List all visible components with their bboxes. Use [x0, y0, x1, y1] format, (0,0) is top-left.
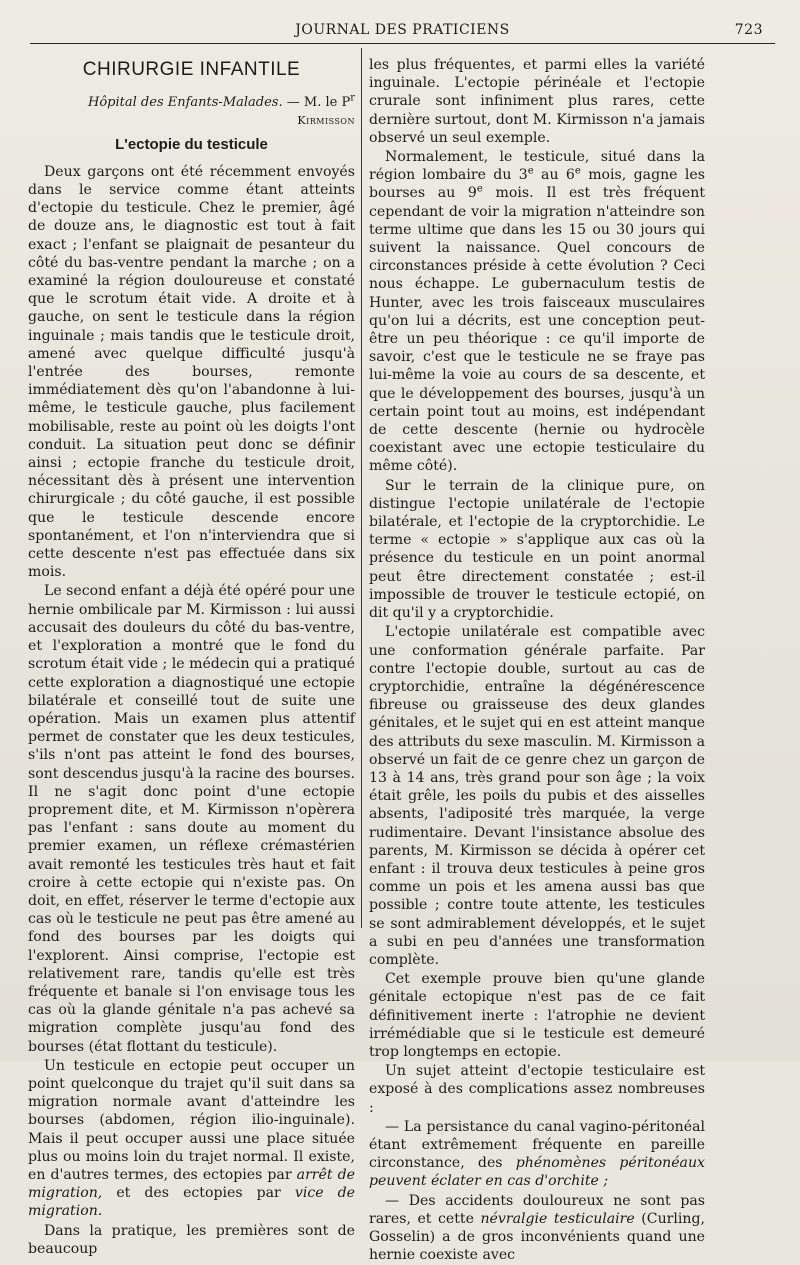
italic-term: arrêt de migration, [28, 1166, 355, 1202]
paragraph: les plus fréquentes, et parmi elles la variété inguinale. L'ectopie périnéale et l'ectopie crurale sont infiniment plus rares, cette dernière surtout, dont M. Kirmisson n'a jamais observé un seul exemple. [369, 57, 705, 146]
italic-term: vice de migration. [28, 1185, 355, 1220]
text-run: mois, gagne les bourses au 9 [369, 167, 705, 202]
paragraph: Dans la pratique, les premières sont de beaucoup [28, 1222, 355, 1257]
text-run: — Des accidents douloureux ne sont pas rares, et cette [369, 1192, 705, 1227]
page-number: 723 [734, 22, 763, 38]
italic-term: phénomènes péritonéaux peuvent éclater en cas d'orchite ; [369, 1155, 705, 1190]
section-title: CHIRURGIE INFANTILE [82, 59, 301, 80]
article-title: L'ectopie du testicule [115, 135, 268, 153]
paragraph [369, 1192, 705, 1265]
text-run: (Curling, Gosselin) a de gros inconvénients quand une hernie coexiste avec [369, 1210, 705, 1264]
author-name: Kirmisson [297, 114, 355, 128]
byline-prefix: — M. le P [286, 95, 351, 111]
paragraph [369, 148, 705, 476]
running-head [30, 18, 775, 40]
header-rule [30, 43, 775, 44]
paragraph: Un sujet atteint d'ectopie testiculaire est exposé à des complications assez nombreuses : [369, 1063, 705, 1116]
text-run: au 6 [533, 167, 575, 184]
paragraph: Sur le terrain de la clinique pure, on distingue l'ectopie unilatérale de l'ectopie bilatérale, et l'ectopie de la cryptorchidie. Le terme « ectopie » s'applique aux cas où la présence du testicule en un point anormal peut être directement constatée ; est-il impossible de trouver le testicule ectopié, on dit qu'il y a cryptorchidie. [369, 477, 705, 622]
superscript: e [527, 165, 534, 177]
paragraph: L'ectopie unilatérale est compatible avec une conformation générale parfaite. Par contre l'ectopie double, surtout au cas de cryptorchidie, entraîne la dégénérescence fibreuse ou graisseuse des deux glandes génitales, et le sujet qui en est atteint manque des attributs du sexe masculin. M. Kirmisson a observé un fait de ce genre chez un garçon de 13 à 14 ans, très grand pour son âge ; la voix était grêle, les poils du pubis et des aisselles absents, l'adiposité très marquée, la verge rudimentaire. Devant l'insistance absolue des parents, M. Kirmisson se décida à opérer cet enfant : il trouva deux testicules à peine gros comme un pois et les amena aussi bas que possible ; contre toute attente, les testicules se sont admirablement développés, et le sujet a subi en peu d'années une transformation complète. [369, 624, 705, 968]
text-run: Normalement, le testicule, situé dans la région lombaire du 3 [369, 149, 705, 184]
column-divider [361, 48, 362, 928]
paragraph [28, 1057, 355, 1221]
paragraph: Cet exemple prouve bien qu'une glande génitale ectopique n'est pas de ce fait définitivement inerte : l'atrophie ne devient irrémédiable que si le testicule est demeuré trop longtemps en ectopie. [369, 971, 705, 1060]
byline-sup: r [350, 92, 355, 104]
text-run: mois. Il est très fréquent cependant de voir la migration n'atteindre son terme ultime que dans les 15 ou 30 jours qui suivent la naissance. Quel concours de circonstances préside à cette évolution ? Ceci nous échappe. Le gubernaculum testis de Hunter, avec les trois faisceaux musculaires qu'on lui a décrits, est une conception peut-être un peu théorique : ce qu'il importe de savoir, c'est que le testicule ne se fraye pas lui-même la voie au cours de sa descente, et que le développement des bourses, jusqu'à un certain point tout au moins, est indépendant de cette descente (hernie ou hydrocèle coexistant avec une ectopie testiculaire du même côté). [369, 185, 705, 475]
paragraph [369, 1118, 705, 1191]
hospital-name: Hôpital des Enfants-Malades. [88, 95, 283, 111]
text-run: — La persistance du canal vagino-péritonéal étant extrêmement fréquente en pareille circonstance, des [369, 1118, 705, 1172]
left-column [28, 52, 355, 1259]
right-column [369, 56, 705, 1265]
paragraph: Le second enfant a déjà été opéré pour une hernie ombilicale par M. Kirmisson : lui aussi accusait des douleurs du côté du bas-ventre, et l'exploration a montré que le fond du scrotum était vide ; le médecin qui a pratiqué cette exploration a diagnostiqué une ectopie bilatérale et conseillé tout de suite une opération. Mais un examen plus attentif permet de constater que les deux testicules, s'ils n'ont pas atteint le fond des bourses, sont descendus jusqu'à la racine des bourses. Il ne s'agit donc point d'une ectopie proprement dite, et M. Kirmisson n'opèrera pas l'enfant : sans doute au moment du premier examen, un réflexe crémastérien avait remonté les testicules très haut et fait croire à cette ectopie qui n'existe pas. On doit, en effet, réserver le terme d'ectopie aux cas où le testicule ne peut pas être amené au fond des bourses par les doigts qui l'explorent. Ainsi comprise, l'ectopie est relativement rare, tandis qu'elle est très fréquente et banale si l'on envisage tous les cas où la glande génitale n'a pas achevé sa migration complète jusqu'au fond des bourses (état flottant du testicule). [28, 583, 355, 1055]
superscript: e [574, 165, 581, 177]
hospital-byline [28, 94, 355, 130]
text-run: Un testicule en ectopie peut occuper un point quelconque du trajet qu'il suit dans sa migration normale avant d'atteindre les bourses (abdomen, région ilio-inguinale). Mais il peut occuper aussi une place située plus ou moins loin du trajet normal. Il existe, en d'autres termes, des ectopies par [28, 1057, 355, 1183]
journal-title: JOURNAL DES PRATICIENS [295, 22, 510, 38]
paragraph: Deux garçons ont été récemment envoyés dans le service comme étant atteints d'ectopie du testicule. Chez le premier, âgé de douze ans, le diagnostic est tout à fait exact ; l'enfant se plaignait de pesanteur du côté du bas-ventre pendant la marche ; on a examiné la région douloureuse et constaté que le scrotum était vide. A droite et à gauche, on sent le testicule dans la région inguinale ; mais tandis que le testicule droit, amené avec quelque difficulté jusqu'à l'entrée des bourses, remonte immédiatement dès qu'on l'abandonne à lui-même, le testicule gauche, plus facilement mobilisable, reste au point où les doigts l'ont conduit. La situation peut donc se définir ainsi ; ectopie franche du testicule droit, nécessitant dès à présent une intervention chirurgicale ; du côté gauche, il est possible que le testicule descende encore spontanément, et l'on n'interviendra que si cette descente n'est pas effectuée dans six mois. [28, 163, 355, 581]
italic-term: névralgie testiculaire [480, 1210, 635, 1227]
superscript: e [476, 183, 483, 195]
text-run: et des ectopies par [102, 1185, 295, 1202]
